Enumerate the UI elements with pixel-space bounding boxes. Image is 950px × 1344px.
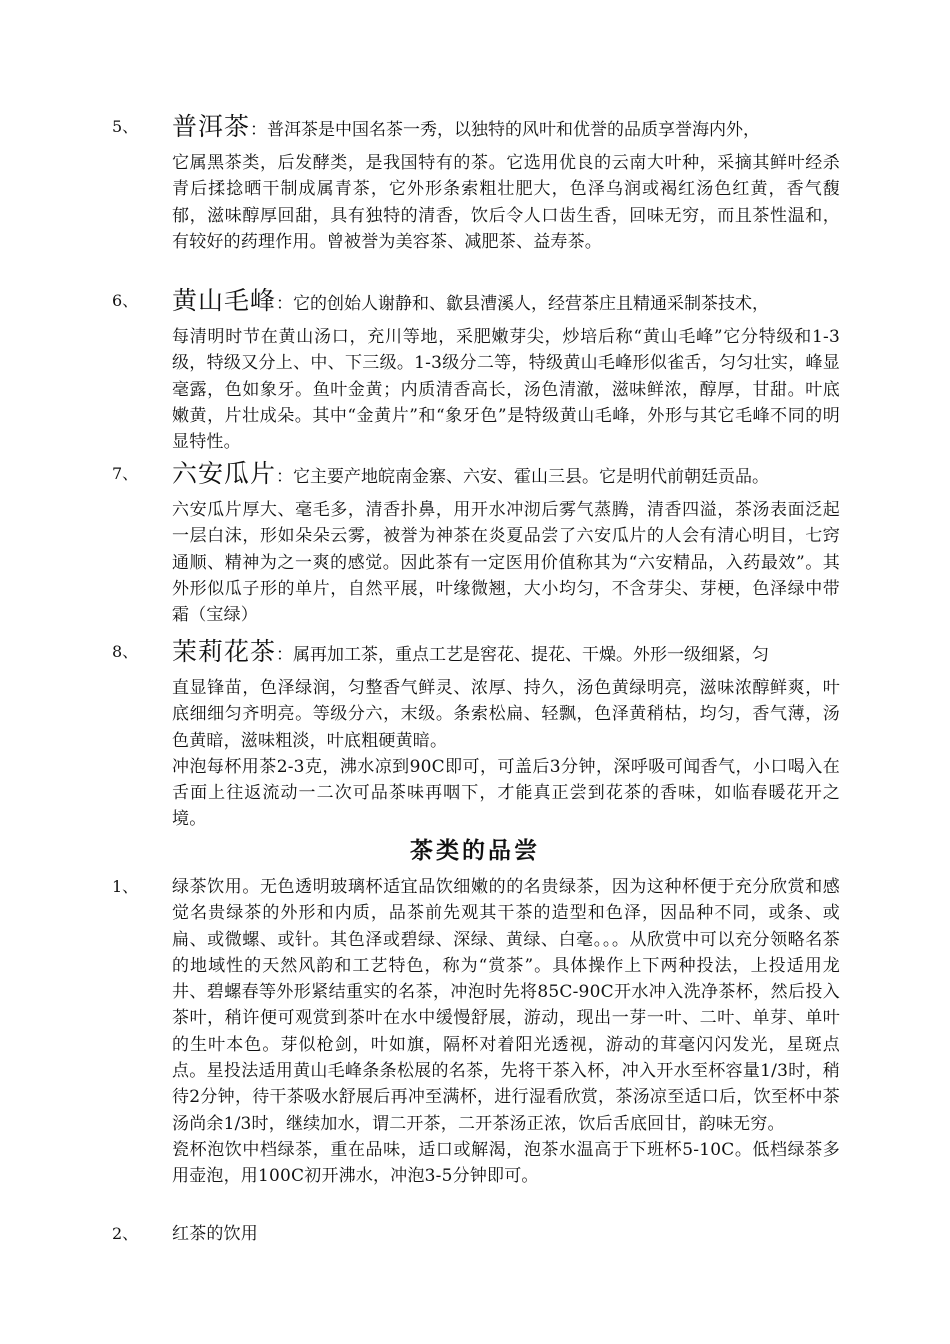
tea-name: 黄山毛峰: [172, 286, 277, 315]
tea-intro: ：普洱茶是中国名茶一秀，以独特的风叶和优誉的品质享誉海内外，: [250, 120, 761, 140]
entry-body: [172, 639, 840, 833]
tasting-text: 绿茶饮用。无色透明玻璃杯适宜品饮细嫩的的名贵绿茶，因为这种杯便于充分欣赏和感觉名贵绿茶的外形和内质，品茶前先观其干茶的造型和色泽，因品种不同，或条、或扁、或微螺、或针。其色泽或碧绿、深绿、黄绿、白毫。。。从欣赏中可以充分领略名茶的地域性的天然风韵和工艺特色，称为“赏茶”。具体操作上下两种投法，上投适用龙井、碧螺春等外形紧结重实的名茶，冲泡时先将85C-90C开水冲入洗净茶杯，然后投入茶叶，稍许便可观赏到茶叶在水中缓慢舒展，游动，现出一芽一叶、二叶、单芽、单叶的生叶本色。芽似枪剑，叶如旗，隔杯对着阳光透视，游动的茸毫闪闪发光，星斑点点。星投法适用黄山毛峰条条松展的名茶，先将干茶入杯，冲入开水至杯容量1/3时，稍待2分钟，待干茶吸水舒展后再冲至满杯，进行湿看欣赏，茶汤凉至适口后，饮至杯中茶汤尚余1/3时，继续加水，谓二开茶，二开茶汤正浓，饮后舌底回甘，韵味无穷。: [172, 877, 840, 1134]
entry-number: 7、: [112, 464, 139, 483]
tasting-extra: 瓷杯泡饮中档绿茶，重在品味，适口或解渴，泡茶水温高于下班杯5-10C。低档绿茶多用壶泡，用100C初开沸水，冲泡3-5分钟即可。: [172, 1139, 840, 1187]
item-body: [172, 1221, 840, 1247]
section-title: 茶类的品尝: [410, 838, 540, 864]
entry-heading-line: [172, 639, 840, 668]
entry-body: [172, 288, 840, 455]
item-body: [172, 874, 840, 1190]
entry-heading-line: [172, 114, 840, 143]
item-number: 2、: [112, 1224, 139, 1243]
tea-name: 茉莉花茶: [172, 637, 277, 666]
brewing-instructions: 冲泡每杯用茶2-3克，沸水凉到90C即可，可盖后3分钟，深呼吸可闻香气，小口喝入在舌面上往返流动一二次可品茶味再咽下，才能真正尝到花茶的香味，如临春暖花开之境。: [172, 756, 840, 830]
entry-number: 8、: [112, 642, 139, 661]
tea-name: 六安瓜片: [172, 459, 277, 488]
entry-heading-line: [172, 461, 840, 490]
item-number: 1、: [112, 877, 139, 896]
entry-body: [172, 114, 840, 255]
tea-description: 它属黑茶类，后发酵类，是我国特有的茶。它选用优良的云南大叶种，采摘其鲜叶经杀青后揉捻晒干制成属青茶，它外形条索粗壮肥大，色泽乌润或褐红汤色红黄，香气馥郁，滋味醇厚回甜，具有独特的清香，饮后令人口齿生香，回味无穷，而且茶性温和，有较好的药理作用。曾被誉为美容茶、减肥茶、益寿茶。: [172, 153, 840, 252]
tea-description: 六安瓜片厚大、毫毛多，清香扑鼻，用开水冲沏后雾气蒸腾，清香四溢，茶汤表面泛起一层白沫，形如朵朵云雾，被誉为神茶在炎夏品尝了六安瓜片的人会有清心明目，七窍通顺、精神为之一爽的感觉。因此茶有一定医用价值称其为“六安精品，入药最效”。其外形似瓜子形的单片，自然平展，叶缘微翘，大小均匀，不含芽尖、芽梗，色泽绿中带霜（宝绿）: [172, 500, 840, 626]
tea-description: 直显锋苗，色泽绿润，匀整香气鲜灵、浓厚、持久，汤色黄绿明亮，滋味浓醇鲜爽，叶底细细匀齐明亮。等级分六，末级。条索松扁、轻飘，色泽黄稍枯，均匀，香气薄，汤色黄暗，滋味粗淡，叶底粗硬黄暗。: [172, 678, 840, 751]
entry-number: 6、: [112, 291, 139, 310]
tea-intro: ：它的创始人谢静和、歙县漕溪人，经营茶庄且精通采制茶技术，: [276, 294, 770, 314]
tea-description: 每清明时节在黄山汤口，充川等地，采肥嫩芽尖，炒培后称“黄山毛峰”它分特级和1-3级，特级又分上、中、下三级。1-3级分二等，特级黄山毛峰形似雀舌，匀匀壮实，峰显毫露，色如象牙。鱼叶金黄；内质清香高长，汤色清澈，滋味鲜浓，醇厚，甘甜。叶底嫩黄，片壮成朵。其中“金黄片”和“象牙色”是特级黄山毛峰，外形与其它毛峰不同的明显特性。: [172, 327, 840, 453]
entry-body: [172, 461, 840, 628]
tasting-text: 红茶的饮用: [172, 1224, 258, 1244]
entry-number: 5、: [112, 117, 139, 136]
tea-name: 普洱茶: [172, 112, 251, 141]
entry-heading-line: [172, 288, 840, 317]
tea-intro: ：它主要产地皖南金寨、六安、霍山三县。它是明代前朝廷贡品。: [276, 467, 770, 487]
tea-intro: ：属再加工茶，重点工艺是窖花、提花、干燥。外形一级细紧，匀: [276, 645, 770, 665]
